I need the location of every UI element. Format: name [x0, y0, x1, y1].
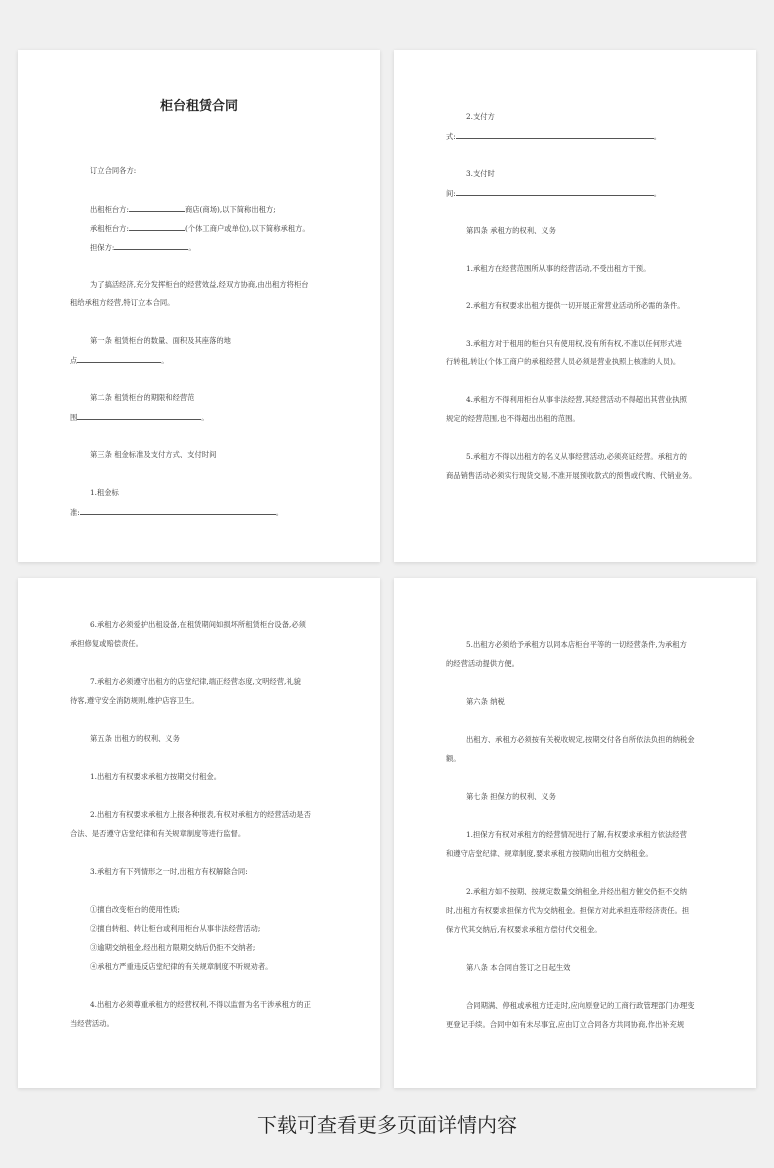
lessor-label: 出租柜台方: — [90, 205, 129, 214]
clause-text: 承担修复或赔偿责任。 — [70, 639, 143, 648]
pay-time-label: 3.支付时 — [466, 169, 495, 178]
scope-label: 围 — [70, 413, 78, 422]
lessee-line — [90, 222, 310, 234]
pay-time-line: 间: 。 — [446, 189, 662, 198]
list-item: ②擅自转租、转让柜台或利用柜台从事非法经营活动; — [90, 924, 261, 933]
clause-text: 1.担保方有权对承租方的经营情况进行了解,有权要求承租方依法经营 — [466, 830, 687, 839]
document-page-3 — [18, 578, 380, 1088]
clause-text: 1.承租方在经营范围所从事的经营活动,不受出租方干预。 — [466, 264, 651, 273]
clause-text: 5.承租方不得以出租方的名义从事经营活动,必须亮证经营。承租方的 — [466, 452, 687, 461]
clause-text: 合同期满、停租或承租方迁走时,应向原登记的工商行政管理部门办理变 — [466, 1001, 695, 1010]
list-item: ①擅自改变柜台的使用性质; — [90, 905, 181, 914]
blank-field — [456, 130, 654, 139]
blank-field — [114, 241, 188, 250]
clause-text: 当经营活动。 — [70, 1019, 114, 1028]
clause-text: 6.承租方必须爱护出租设备,在租赁期间如损坏所租赁柜台设备,必须 — [90, 620, 306, 629]
clause-text: 的经营活动提供方便。 — [446, 659, 519, 668]
clause-text: 1.出租方有权要求承租方按期交付租金。 — [90, 772, 222, 781]
clause-text: 规定的经营范围,也不得超出出租的范围。 — [446, 414, 580, 423]
clause-text: 7.承租方必须遵守出租方的店堂纪律,端正经营态度,文明经营,礼貌 — [90, 677, 301, 686]
clause-text: 待客,遵守安全消防规则,维护店容卫生。 — [70, 696, 199, 705]
rent-standard-label: 1.租金标 — [90, 488, 119, 497]
lessee-suffix: (个体工商户或单位),以下简称承租方。 — [184, 224, 310, 233]
purpose-text: 租给承租方经营,特订立本合同。 — [70, 298, 175, 307]
clause-text: 出租方、承租方必须按有关税收规定,按期交付各自所依法负担的纳税金 — [466, 735, 695, 744]
article-4-heading: 第四条 承租方的权利、义务 — [466, 226, 556, 235]
clause-text: 保方代其交纳后,有权要求承租方偿付代交租金。 — [446, 925, 602, 934]
blank-field — [80, 506, 276, 515]
clause-text: 3.承租方对于租用的柜台只有使用权,没有所有权,不准以任何形式进 — [466, 339, 682, 348]
document-title: 柜台租赁合同 — [159, 99, 238, 114]
article-7-heading: 第七条 担保方的权利、义务 — [466, 792, 556, 801]
article-2-heading: 第二条 租赁柜台的期限和经营范 — [90, 393, 195, 402]
article-8-heading: 第八条 本合同自签订之日起生效 — [466, 963, 571, 972]
guarantor-line: 担保方: 。 — [90, 243, 196, 252]
document-page-4 — [394, 578, 756, 1088]
clause-text: 行转租,转让(个体工商户的承租经营人员必须是营业执照上核准的人员)。 — [446, 357, 681, 366]
method-label: 式: — [446, 132, 456, 141]
lessee-label: 承租柜台方: — [90, 224, 129, 233]
rent-label: 准: — [70, 508, 80, 517]
clause-text: 商品销售活动必须实行现货交易,不准开展预收款式的预售或代购、代销业务。 — [446, 471, 697, 480]
document-page-1 — [18, 50, 380, 562]
pay-method-line: 式: 。 — [446, 132, 662, 141]
clause-text: 时,出租方有权要求担保方代为交纳租金。担保方对此承担连带经济责任。担 — [446, 906, 690, 915]
guarantor-label: 担保方: — [90, 243, 115, 252]
clause-text: 和遵守店堂纪律、规章制度,要求承租方按期向出租方交纳租金。 — [446, 849, 653, 858]
blank-field — [129, 203, 185, 212]
article-3-heading: 第三条 租金标准及支付方式、支付时间 — [90, 450, 217, 459]
purpose-text: 为了搞活经济,充分发挥柜台的经营效益,经双方协商,由出租方将柜台 — [90, 280, 309, 289]
article-5-heading: 第五条 出租方的权利、义务 — [90, 734, 180, 743]
list-item: ④承租方严重违反店堂纪律的有关规章制度不听规劝者。 — [90, 962, 273, 971]
clause-text: 更登记手续。合同中如有未尽事宜,应由订立合同各方共同协商,作出补充规 — [446, 1020, 685, 1029]
document-page-2 — [394, 50, 756, 562]
place-label: 点 — [70, 356, 78, 365]
clause-text: 2.承租方有权要求出租方提供一切开展正常营业活动所必需的条件。 — [466, 301, 685, 310]
clause-text: 2.承租方如不按期、按规定数量交纳租金,并经出租方催交仍拒不交纳 — [466, 887, 687, 896]
list-item: ③逾期交纳租金,经出租方限期交纳后仍拒不交纳者; — [90, 943, 256, 952]
clause-text: 5.出租方必须给予承租方以同本店柜台平等的一切经营条件,为承租方 — [466, 640, 687, 649]
lessor-suffix: 商店(商场),以下简称出租方; — [184, 205, 276, 214]
article-2-line: 围 。 — [70, 413, 209, 422]
blank-field — [456, 187, 654, 196]
clause-text: 2.出租方有权要求承租方上报各种报表,有权对承租方的经营活动是否 — [90, 810, 311, 819]
clause-text: 额。 — [446, 754, 461, 763]
download-more-caption[interactable]: 下载可查看更多页面详情内容 — [257, 1113, 517, 1137]
clause-text: 3.承租方有下列情形之一时,出租方有权解除合同: — [90, 867, 248, 876]
clause-text: 合法、是否遵守店堂纪律和有关规章制度等进行监督。 — [70, 829, 246, 838]
clause-text: 4.出租方必须尊重承租方的经营权利,不得以监督为名干涉承租方的正 — [90, 1000, 311, 1009]
blank-field — [77, 411, 201, 420]
article-1-heading: 第一条 租赁柜台的数量、面积及其座落的地 — [90, 336, 231, 345]
rent-standard-line: 准: 。 — [70, 508, 284, 517]
blank-field — [77, 354, 161, 363]
article-6-heading: 第六条 纳税 — [466, 697, 505, 706]
blank-field — [129, 222, 185, 231]
article-1-line: 点 。 — [70, 356, 169, 365]
clause-text: 4.承租方不得利用柜台从事非法经营,其经营活动不得超出其营业执照 — [466, 395, 687, 404]
pay-method-label: 2.支付方 — [466, 112, 495, 121]
time-label: 间: — [446, 189, 456, 198]
parties-intro: 订立合同各方: — [90, 166, 137, 175]
lessor-line — [90, 203, 276, 215]
